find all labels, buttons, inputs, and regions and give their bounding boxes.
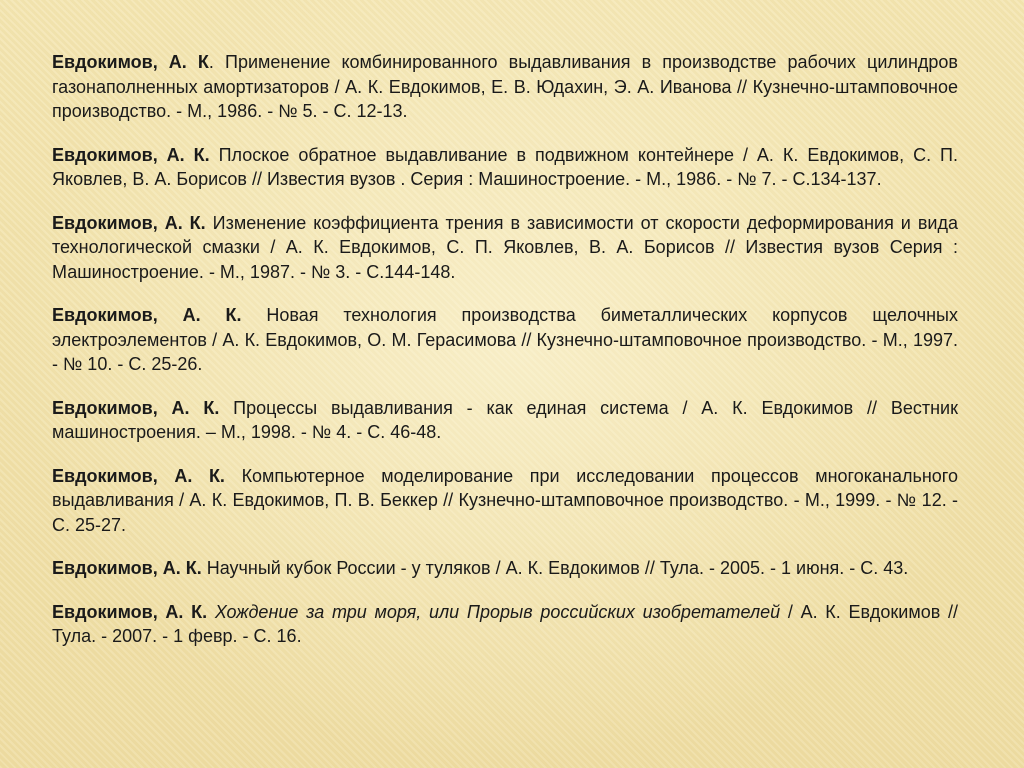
reference-separator — [225, 466, 242, 486]
reference-entry — [52, 600, 958, 649]
bibliography-list — [52, 50, 958, 668]
reference-entry — [52, 464, 958, 538]
reference-text: Изменение коэффициента трения в зависимости от скорости деформирования и вида технологической смазки / А. К. Евдокимов, С. П. Яковлев, В. А. Борисов // Известия вузов Серия : Машиностроение. - М., 1987. - № 3. - С.144-148. — [52, 212, 958, 282]
reference-author: Евдокимов, А. К. — [52, 305, 242, 325]
reference-separator — [210, 145, 219, 165]
reference-text: Процессы выдавливания - как единая система / А. К. Евдокимов // Вестник машиностроения. – М., 1998. - № 4. - С. 46-48. — [52, 397, 958, 442]
reference-text: / А. К. Евдокимов // Тула. - 2007. - 1 февр. - С. 16. — [52, 601, 958, 646]
reference-entry — [52, 396, 958, 445]
reference-text: Компьютерное моделирование при исследовании процессов многоканального выдавливания / А. К. Евдокимов, П. В. Беккер // Кузнечно-штамповочное производство. - М., 1999. - № 12. - С. 25-27. — [52, 465, 958, 535]
reference-separator: . — [208, 52, 226, 72]
reference-author: Евдокимов, А. К. — [52, 558, 202, 578]
reference-separator — [206, 213, 213, 233]
reference-entry — [52, 556, 958, 581]
reference-entry — [52, 211, 958, 285]
reference-title-italic: Хождение за три моря, или Прорыв российских изобретателей — [214, 601, 781, 622]
reference-separator — [241, 305, 266, 325]
reference-text: Плоское обратное выдавливание в подвижном контейнере / А. К. Евдокимов, С. П. Яковлев, В. А. Борисов // Известия вузов . Серия : Машиностроение. - М., 1986. - № 7. - С.134-137. — [52, 144, 958, 189]
reference-author: Евдокимов, А. К. — [52, 212, 206, 233]
reference-entry — [52, 303, 958, 377]
reference-entry — [52, 143, 958, 192]
reference-author: Евдокимов, А. К. — [52, 397, 220, 418]
reference-text: Научный кубок России - у туляков / А. К. Евдокимов // Тула. - 2005. - 1 июня. - С. 43. — [206, 558, 909, 578]
reference-author: Евдокимов, А. К — [52, 52, 209, 72]
reference-text: Применение комбинированного выдавливания в производстве рабочих цилиндров газонаполненных амортизаторов / А. К. Евдокимов, Е. В. Юдахин, Э. А. Иванова // Кузнечно-штамповочное производство. - М., 1986. - № 5. - С. 12-13. — [52, 52, 958, 121]
reference-author: Евдокимов, А. К. — [52, 601, 208, 622]
reference-author: Евдокимов, А. К. — [52, 144, 210, 165]
reference-text: Новая технология производства биметаллических корпусов щелочных электроэлементов / А. К. Евдокимов, О. М. Герасимова // Кузнечно-штамповочное производство. - М., 1997. - № 10. - С. 25-26. — [52, 305, 958, 374]
reference-separator — [219, 398, 233, 418]
reference-entry — [52, 50, 958, 124]
reference-separator — [207, 602, 215, 622]
reference-author: Евдокимов, А. К. — [52, 465, 225, 486]
